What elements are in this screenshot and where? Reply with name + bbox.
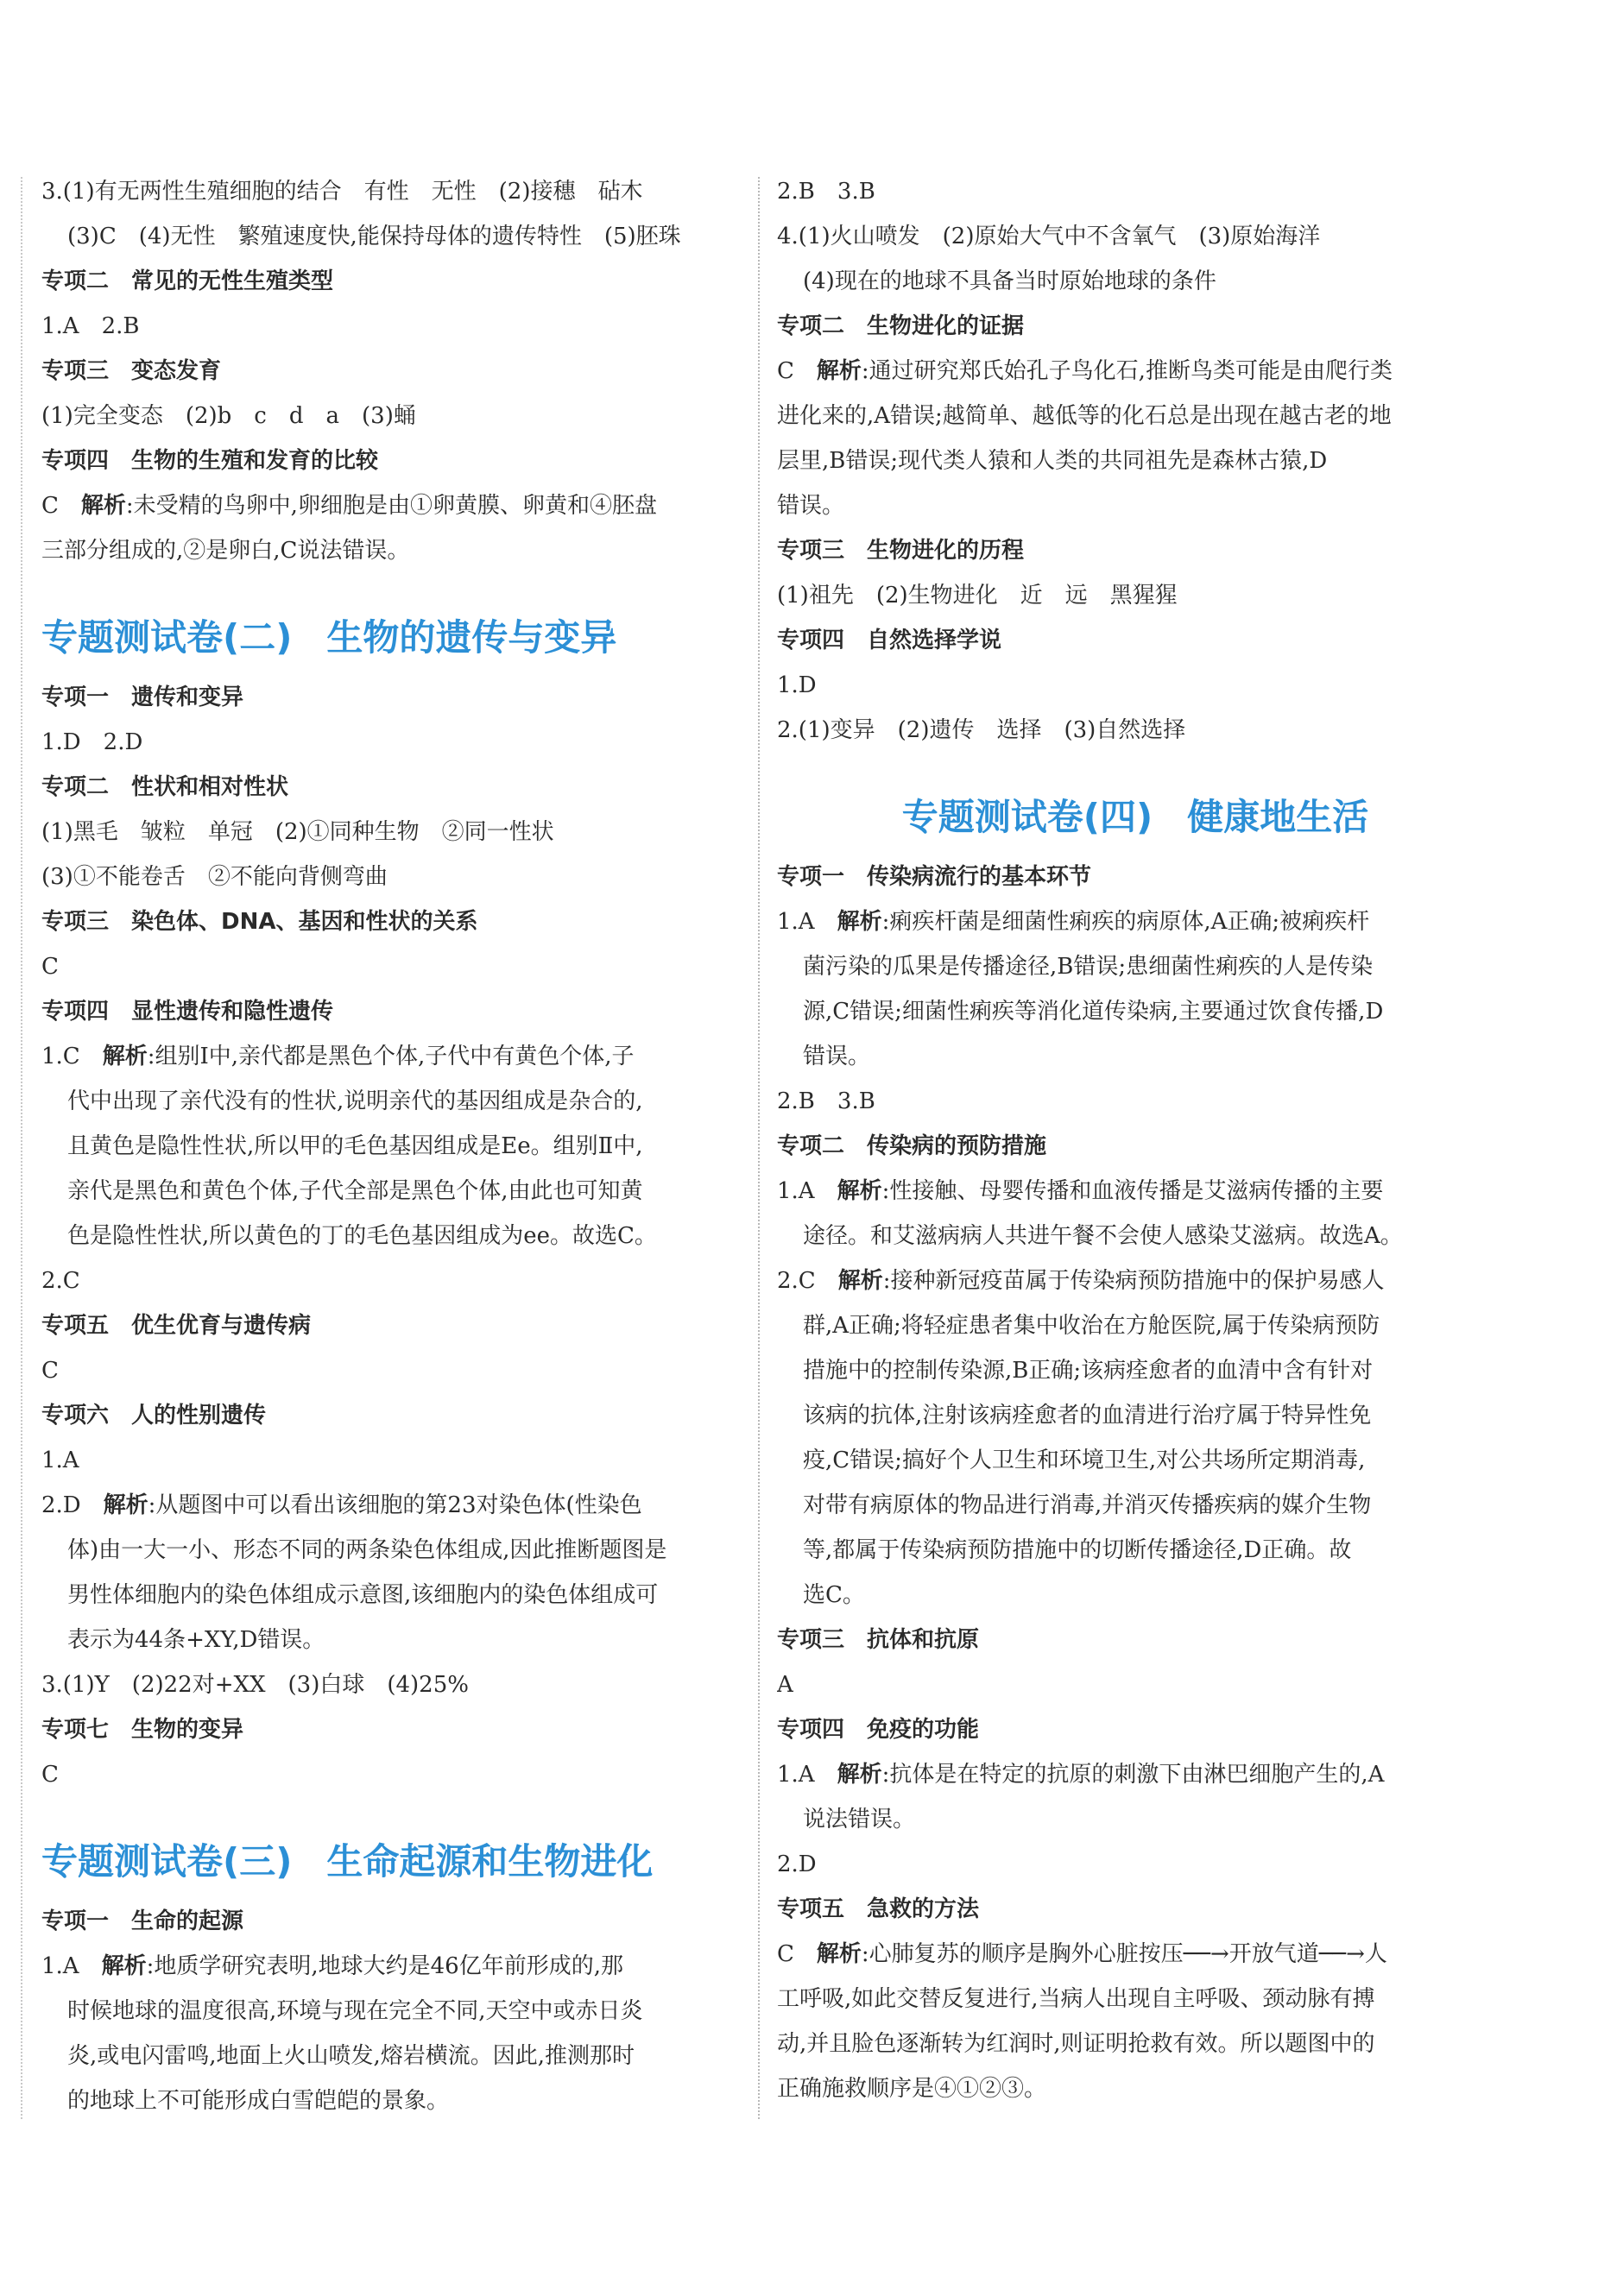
answer-line: 工呼吸,如此交替反复进行,当病人出现自主呼吸、颈动脉有搏 [777,1986,1375,2012]
answer-line: 且黄色是隐性性状,所以甲的毛色基因组成是Ee。组别Ⅱ中, [67,1133,643,1159]
answer-line: 3.(1)Y (2)22对+XX (3)白球 (4)25% [41,1672,469,1698]
section-heading: 专项四 生物的生殖和发育的比较 [41,448,379,474]
test-title-topic: 健康地生活 [1187,796,1369,838]
analysis-label: 解析 [103,1492,148,1518]
answer-line: 1.A [41,1448,79,1473]
section-heading: 专项六 人的性别遗传 [41,1403,267,1429]
answer-line: 层里,B错误;现代类人猿和人类的共同祖先是森林古猿,D [777,448,1328,474]
analysis-label: 解析 [837,1268,883,1294]
answer-prefix: 2.C [777,1268,838,1294]
answer-line: 1.D 2.D [41,729,143,755]
analysis-label: 解析 [102,1044,148,1069]
answer-line: 选C。 [803,1582,865,1608]
answer-line [777,899,1494,944]
answer-line: C [41,954,59,980]
analysis-label: 解析 [837,1762,882,1788]
answer-line: A [777,1672,793,1698]
answer-line: 疫,C错误;搞好个人卫生和环境卫生,对公共场所定期消毒, [803,1448,1366,1473]
test-title [41,1832,758,1892]
answer-prefix: 1.A [777,1762,837,1788]
column-divider [758,177,760,2119]
answer-line [41,1034,758,1079]
answer-line [777,1752,1494,1797]
answer-line [41,1483,758,1528]
answer-line [41,1944,758,1989]
test-title-number: 专题测试卷(二) [41,616,293,659]
answer-line [777,1258,1494,1303]
answer-prefix: C [777,358,817,384]
section-heading: 专项四 显性遗传和隐性遗传 [41,999,334,1025]
section-heading: 专项三 变态发育 [41,358,222,384]
analysis-text: :痢疾杆菌是细菌性痢疾的病原体,A正确;被痢疾杆 [881,909,1370,935]
answer-line: 2.C [41,1268,80,1294]
answer-line: (1)黑毛 皱粒 单冠 (2)①同种生物 ②同一性状 [41,819,554,845]
answer-line: 途径。和艾滋病病人共进午餐不会使人感染艾滋病。故选A。 [803,1223,1403,1249]
answer-line: 群,A正确;将轻症患者集中收治在方舱医院,属于传染病预防 [803,1313,1380,1339]
answer-line: (4)现在的地球不具备当时原始地球的条件 [803,268,1216,294]
answer-line: 亲代是黑色和黄色个体,子代全部是黑色个体,由此也可知黄 [67,1178,643,1204]
answer-line [41,483,758,528]
answer-line: 等,都属于传染病预防措施中的切断传播途径,D正确。故 [803,1537,1352,1563]
analysis-label: 解析 [101,1953,147,1979]
analysis-label: 解析 [816,1941,862,1967]
answer-line: 源,C错误;细菌性痢疾等消化道传染病,主要通过饮食传播,D [803,999,1384,1025]
answer-line: 1.A 2.B [41,313,140,339]
analysis-label: 解析 [80,493,126,519]
analysis-text: :抗体是在特定的抗原的刺激下由淋巴细胞产生的,A [881,1762,1385,1788]
answer-prefix: 2.D [41,1492,104,1518]
section-heading: 专项四 免疫的功能 [777,1717,980,1743]
analysis-text: :组别Ⅰ中,亲代都是黑色个体,子代中有黄色个体,子 [147,1044,635,1069]
answer-line [777,349,1494,394]
answer-line [777,1932,1494,1977]
answer-line: 男性体细胞内的染色体组成示意图,该细胞内的染色体组成可 [67,1582,659,1608]
answer-line: 的地球上不可能形成白雪皑皑的景象。 [67,2088,450,2114]
section-heading: 专项一 遗传和变异 [41,684,244,710]
answer-prefix: 1.A [41,1953,102,1979]
test-title [41,608,758,668]
answer-line: 体)由一大一小、形态不同的两条染色体组成,因此推断题图是 [67,1537,667,1563]
answer-line: 1.D [777,672,817,698]
test-title [777,787,1494,848]
section-heading: 专项四 自然选择学说 [777,628,1002,653]
answer-line: 时候地球的温度很高,环境与现在完全不同,天空中或赤日炎 [67,1998,643,2024]
analysis-label: 解析 [837,909,882,935]
section-heading: 专项三 染色体、DNA、基因和性状的关系 [41,909,478,935]
answer-prefix: C [777,1941,817,1967]
analysis-text: :接种新冠疫苗属于传染病预防措施中的保护易感人 [882,1268,1385,1294]
answer-line: 错误。 [803,1044,871,1069]
test-title-number: 专题测试卷(四) [901,796,1153,838]
left-column [41,169,758,2123]
answer-prefix: 1.A [777,1178,837,1204]
answer-line: 说法错误。 [803,1807,916,1832]
answer-line: C [41,1358,59,1384]
analysis-text: :地质学研究表明,地球大约是46亿年前形成的,那 [146,1953,623,1979]
answer-line: (3)①不能卷舌 ②不能向背侧弯曲 [41,864,388,890]
analysis-label: 解析 [837,1178,882,1204]
analysis-text: :通过研究郑氏始孔子鸟化石,推断鸟类可能是由爬行类 [861,358,1393,384]
section-heading: 专项一 生命的起源 [41,1908,244,1934]
test-title-number: 专题测试卷(三) [41,1840,293,1883]
answer-prefix: 1.C [41,1044,103,1069]
section-heading: 专项七 生物的变异 [41,1717,244,1743]
answer-line: 对带有病原体的物品进行消毒,并消灭传播疾病的媒介生物 [803,1492,1372,1518]
answer-line: 3.(1)有无两性生殖细胞的结合 有性 无性 (2)接穗 砧木 [41,179,643,205]
section-heading: 专项二 生物进化的证据 [777,313,1025,339]
answer-line: 该病的抗体,注射该病痊愈者的血清进行治疗属于特异性免 [803,1403,1372,1429]
answer-line: 4.(1)火山喷发 (2)原始大气中不含氧气 (3)原始海洋 [777,224,1321,249]
answer-line: 色是隐性性状,所以黄色的丁的毛色基因组成为ee。故选C。 [67,1223,657,1249]
answer-line: 错误。 [777,493,845,519]
section-heading: 专项三 生物进化的历程 [777,538,1025,564]
answer-line: 菌污染的瓜果是传播途径,B错误;患细菌性痢疾的人是传染 [803,954,1374,980]
section-heading: 专项五 优生优育与遗传病 [41,1313,312,1339]
right-column [777,169,1494,2111]
answer-prefix: C [41,493,81,519]
analysis-text: :未受精的鸟卵中,卵细胞是由①卵黄膜、卵黄和④胚盘 [125,493,657,519]
answer-line: 2.B 3.B [777,1088,875,1114]
answer-line: 炎,或电闪雷鸣,地面上火山喷发,熔岩横流。因此,推测那时 [67,2043,635,2069]
answer-line [777,1169,1494,1214]
answer-line: 正确施救顺序是④①②③。 [777,2076,1047,2102]
test-title-topic: 生物的遗传与变异 [326,616,617,659]
answer-line: 2.D [777,1851,817,1877]
answer-line: 代中出现了亲代没有的性状,说明亲代的基因组成是杂合的, [67,1088,643,1114]
section-heading: 专项二 传染病的预防措施 [777,1133,1047,1159]
answer-line: 三部分组成的,②是卵白,C说法错误。 [41,538,410,564]
section-heading: 专项二 性状和相对性状 [41,774,289,800]
test-title-topic: 生命起源和生物进化 [326,1840,654,1883]
analysis-label: 解析 [816,358,862,384]
answer-line: 表示为44条+XY,D错误。 [67,1627,325,1653]
section-heading: 专项二 常见的无性生殖类型 [41,268,334,294]
answer-line: (1)祖先 (2)生物进化 近 远 黑猩猩 [777,583,1178,609]
answer-prefix: 1.A [777,909,837,935]
answer-line: C [41,1762,59,1788]
analysis-text: :性接触、母婴传播和血液传播是艾滋病传播的主要 [881,1178,1384,1204]
answer-line: 2.B 3.B [777,179,875,205]
answer-line: 措施中的控制传染源,B正确;该病痊愈者的血清中含有针对 [803,1358,1374,1384]
section-heading: 专项三 抗体和抗原 [777,1627,980,1653]
analysis-text: :心肺复苏的顺序是胸外心脏按压──→开放气道──→人 [861,1941,1387,1967]
section-heading: 专项一 传染病流行的基本环节 [777,864,1092,890]
answer-line: 进化来的,A错误;越简单、越低等的化石总是出现在越古老的地 [777,403,1392,429]
answer-line: (1)完全变态 (2)b c d a (3)蛹 [41,403,416,429]
left-margin-rule [21,177,22,2119]
analysis-text: :从题图中可以看出该细胞的第23对染色体(性染色 [148,1492,642,1518]
answer-line: 动,并且脸色逐渐转为红润时,则证明抢救有效。所以题图中的 [777,2031,1375,2057]
section-heading: 专项五 急救的方法 [777,1896,980,1922]
answer-line: (3)C (4)无性 繁殖速度快,能保持母体的遗传特性 (5)胚珠 [67,224,681,249]
answer-line: 2.(1)变异 (2)遗传 选择 (3)自然选择 [777,717,1186,743]
